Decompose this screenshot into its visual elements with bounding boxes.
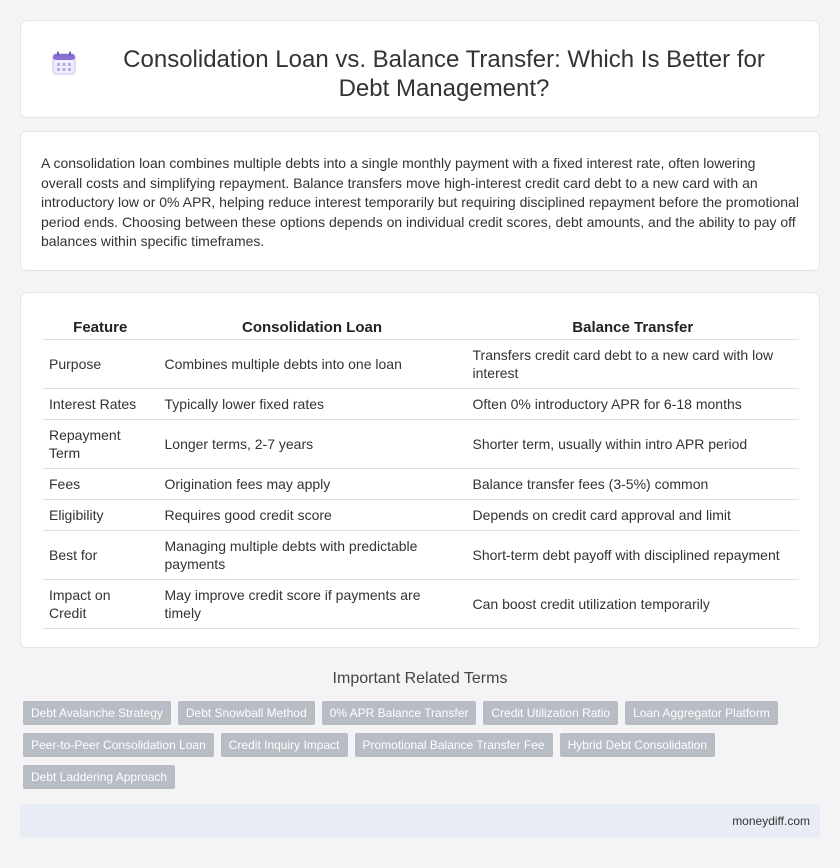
tag-loan-aggregator-platform[interactable]: Loan Aggregator Platform (625, 701, 778, 725)
table-cell: May improve credit score if payments are timely (158, 580, 466, 629)
comparison-table (43, 315, 799, 629)
table-cell: Impact on Credit (43, 580, 158, 629)
table-cell: Repayment Term (43, 420, 158, 469)
tag-0-apr-balance-transfer[interactable]: 0% APR Balance Transfer (322, 701, 477, 725)
table-cell: Can boost credit utilization temporarily (466, 580, 799, 629)
table-cell: Short-term debt payoff with disciplined repayment (466, 531, 799, 580)
table-cell: Depends on credit card approval and limit (466, 500, 799, 531)
related-terms-tags (23, 701, 823, 789)
page-title: Consolidation Loan vs. Balance Transfer: Which Is Better for Debt Management? (123, 46, 765, 102)
table-row (43, 469, 799, 500)
tag-credit-inquiry-impact[interactable]: Credit Inquiry Impact (221, 733, 348, 757)
table-cell: Shorter term, usually within intro APR period (466, 420, 799, 469)
table-row (43, 389, 799, 420)
related-terms-title: Important Related Terms (332, 670, 508, 687)
tag-promotional-balance-transfer-fee[interactable]: Promotional Balance Transfer Fee (355, 733, 553, 757)
footer (20, 804, 820, 838)
table-cell: Typically lower fixed rates (158, 389, 466, 420)
table-cell: Balance transfer fees (3-5%) common (466, 469, 799, 500)
tag-hybrid-debt-consolidation[interactable]: Hybrid Debt Consolidation (560, 733, 715, 757)
header-consolidation-loan: Consolidation Loan (158, 315, 466, 340)
table-cell: Longer terms, 2-7 years (158, 420, 466, 469)
table-cell: Interest Rates (43, 389, 158, 420)
intro-card (20, 131, 820, 271)
tag-debt-avalanche-strategy[interactable]: Debt Avalanche Strategy (23, 701, 171, 725)
table-cell: Transfers credit card debt to a new card with low interest (466, 340, 799, 389)
header-card (20, 20, 820, 118)
calendar-icon (51, 50, 77, 76)
table-cell: Often 0% introductory APR for 6-18 months (466, 389, 799, 420)
table-cell: Best for (43, 531, 158, 580)
table-cell: Purpose (43, 340, 158, 389)
tag-peer-to-peer-consolidation-loan[interactable]: Peer-to-Peer Consolidation Loan (23, 733, 214, 757)
table-cell: Fees (43, 469, 158, 500)
table-cell: Combines multiple debts into one loan (158, 340, 466, 389)
table-row (43, 500, 799, 531)
comparison-table-card (20, 292, 820, 648)
table-row (43, 580, 799, 629)
table-cell: Eligibility (43, 500, 158, 531)
table-row (43, 420, 799, 469)
header-balance-transfer: Balance Transfer (466, 315, 799, 340)
tag-credit-utilization-ratio[interactable]: Credit Utilization Ratio (483, 701, 618, 725)
table-cell: Managing multiple debts with predictable payments (158, 531, 466, 580)
table-cell: Requires good credit score (158, 500, 466, 531)
footer-site[interactable]: moneydiff.com (732, 814, 810, 828)
intro-paragraph: A consolidation loan combines multiple debts into a single monthly payment with a fixed interest rate, often lowering overall costs and simplifying repayment. Balance transfers move high-interest credit card debt to a new card with an introductory low or 0% APR, helping reduce interest temporarily but requiring disciplined repayment before the promotional period ends. Choosing between these options depends on individual credit scores, debt amounts, and the ability to pay off balances within specific timeframes. (41, 155, 799, 249)
table-row (43, 531, 799, 580)
table-header-row (43, 315, 799, 340)
table-cell: Origination fees may apply (158, 469, 466, 500)
tag-debt-laddering-approach[interactable]: Debt Laddering Approach (23, 765, 175, 789)
table-row (43, 340, 799, 389)
header-feature: Feature (43, 315, 158, 340)
tag-debt-snowball-method[interactable]: Debt Snowball Method (178, 701, 315, 725)
